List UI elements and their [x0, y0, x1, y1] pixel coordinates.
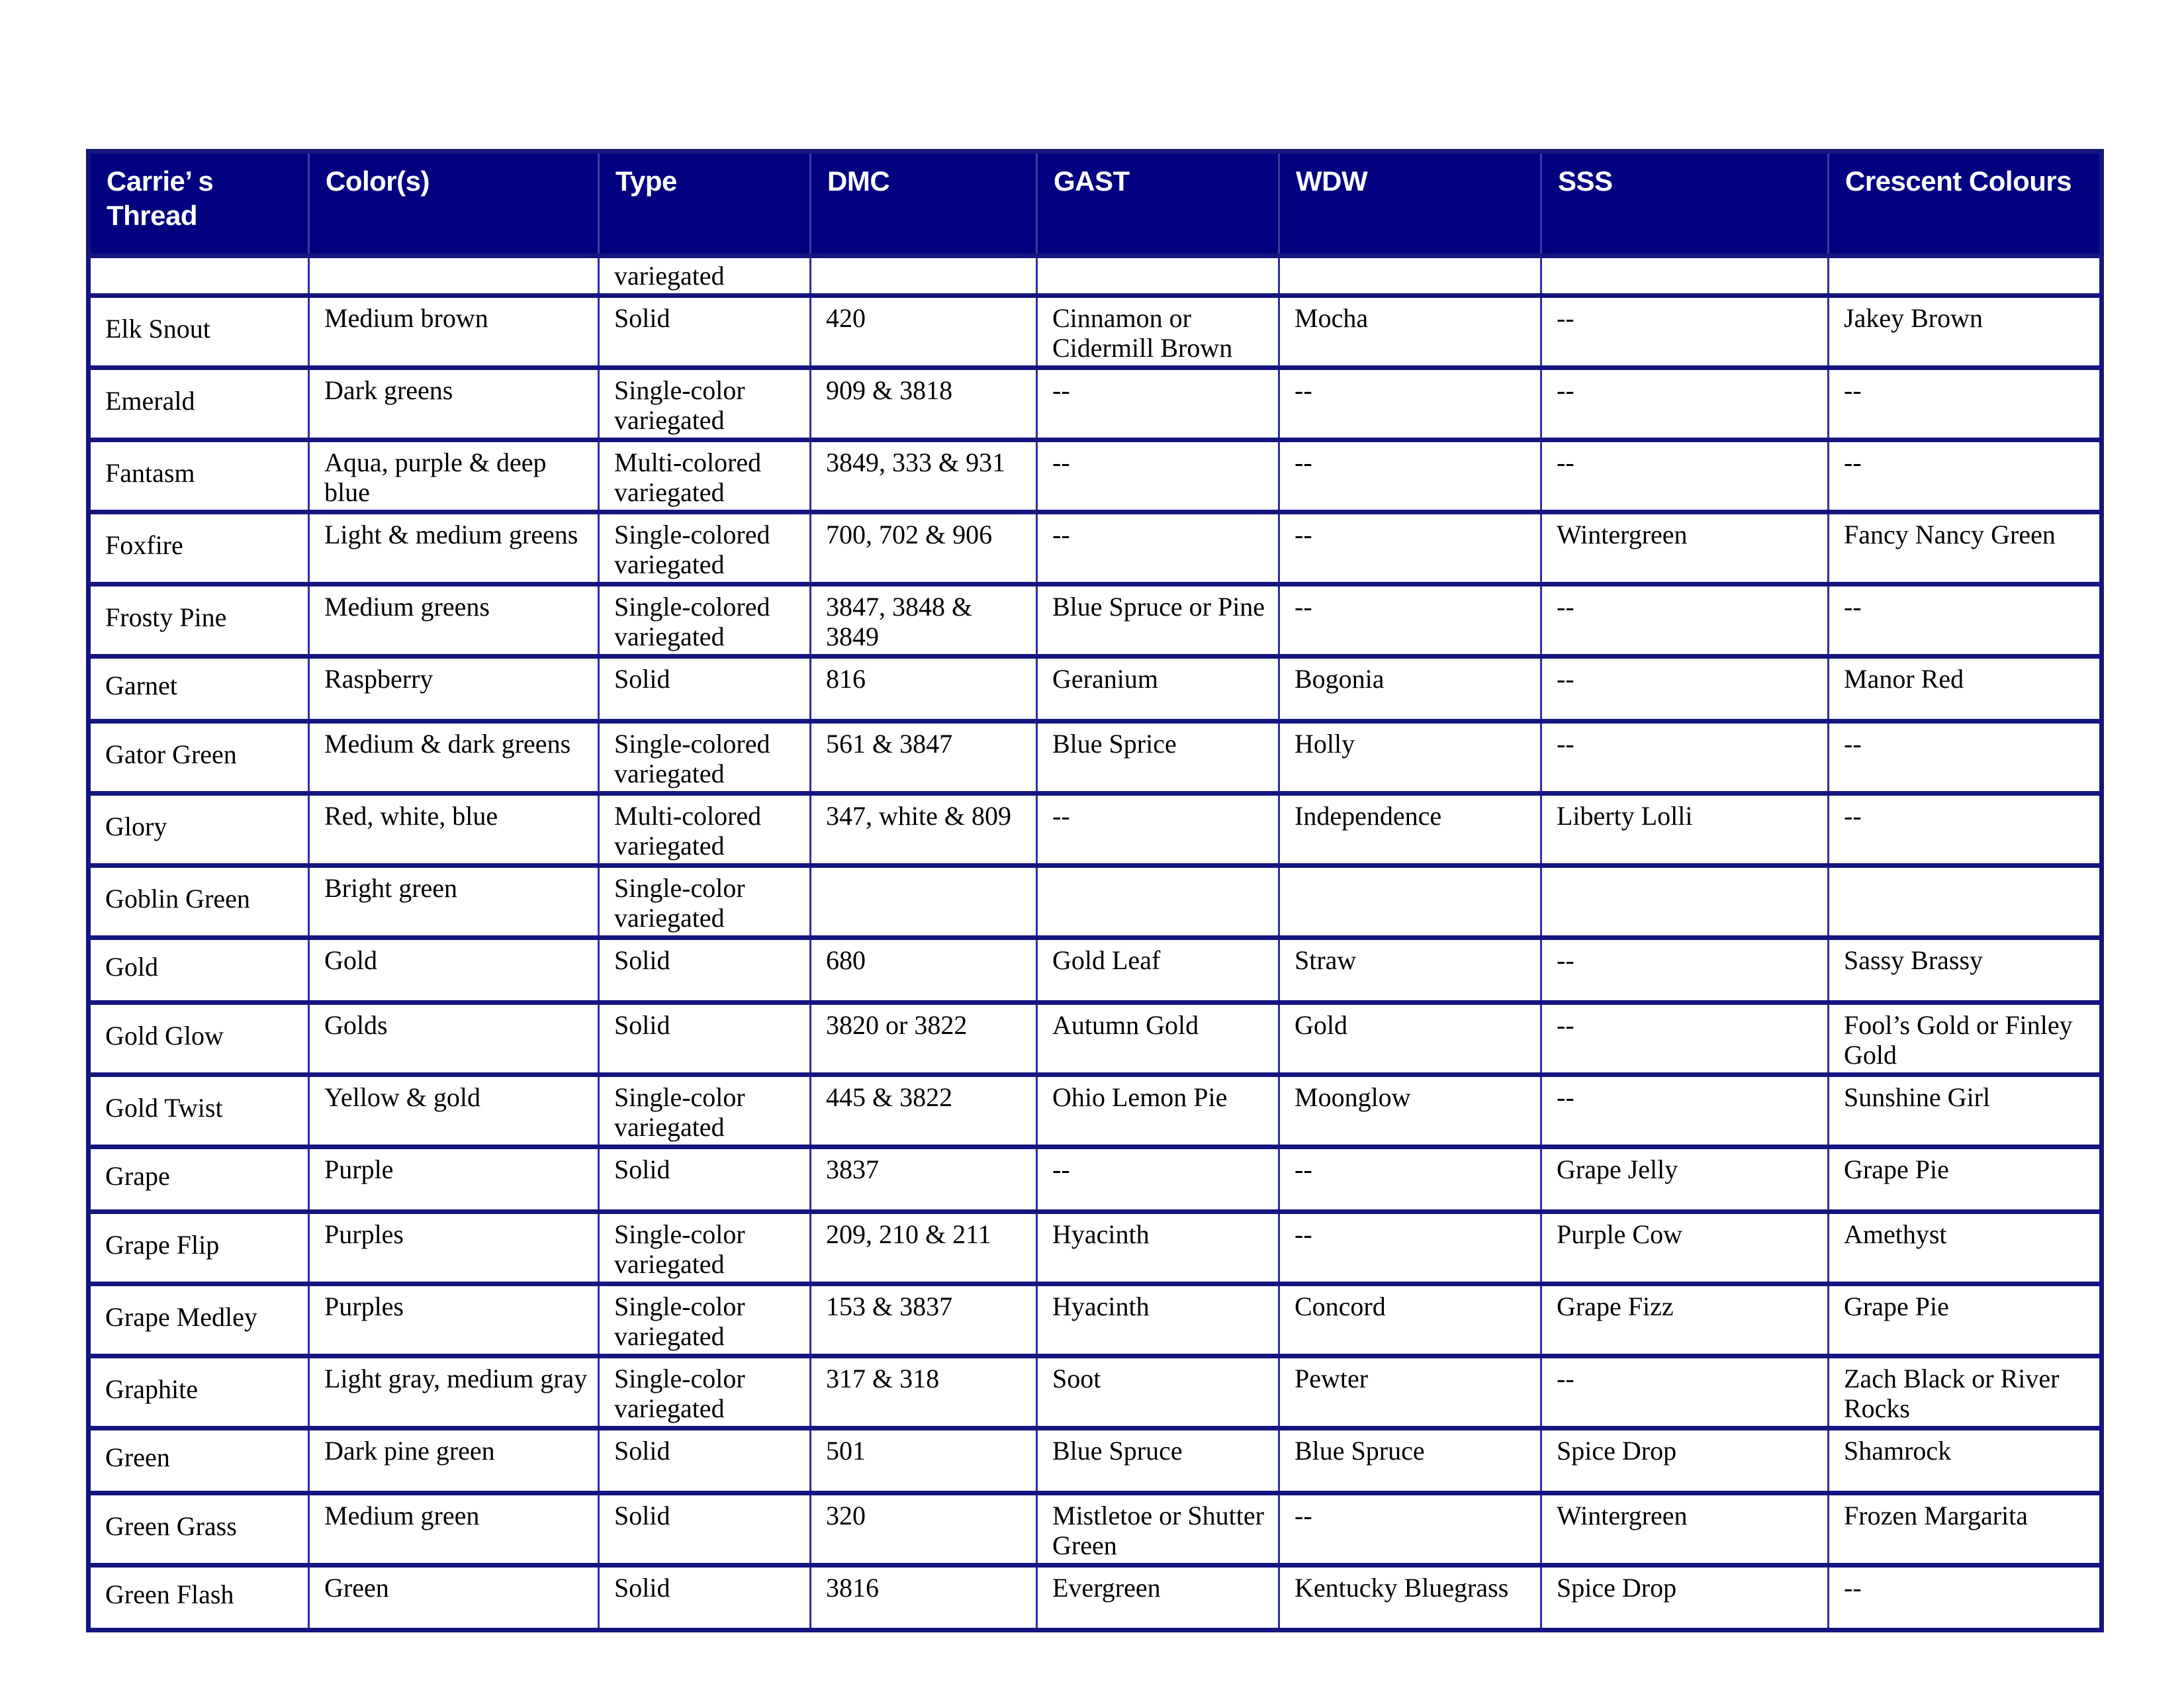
cell-dmc: 680	[811, 938, 1037, 1003]
table-row	[89, 866, 2102, 938]
cell-colors: Dark greens	[309, 368, 599, 440]
cell-dmc: 3847, 3848 & 3849	[811, 585, 1037, 657]
cell-thread: Gold Glow	[89, 1003, 309, 1075]
cell-crescent: Fancy Nancy Green	[1829, 512, 2102, 585]
cell-gast: --	[1037, 440, 1279, 512]
cell-gast	[1037, 866, 1279, 938]
cell-crescent	[1829, 256, 2102, 296]
cell-thread: Emerald	[89, 368, 309, 440]
cell-crescent: Sunshine Girl	[1829, 1075, 2102, 1147]
cell-gast: Ohio Lemon Pie	[1037, 1075, 1279, 1147]
table-row	[89, 1284, 2102, 1356]
cell-dmc: 320	[811, 1493, 1037, 1566]
cell-colors: Light & medium greens	[309, 512, 599, 585]
cell-type: Solid	[599, 1429, 811, 1493]
table-row	[89, 657, 2102, 722]
cell-type: Solid	[599, 1566, 811, 1630]
cell-wdw: Bogonia	[1279, 657, 1541, 722]
cell-thread: Graphite	[89, 1356, 309, 1429]
cell-type: Single-color variegated	[599, 866, 811, 938]
cell-crescent: --	[1829, 1566, 2102, 1630]
document-page	[86, 149, 2104, 1632]
cell-sss: --	[1541, 368, 1829, 440]
cell-type: Solid	[599, 1493, 811, 1566]
cell-gast: Blue Sprice	[1037, 722, 1279, 794]
table-row	[89, 296, 2102, 368]
cell-sss: Grape Jelly	[1541, 1147, 1829, 1212]
cell-wdw	[1279, 866, 1541, 938]
column-header-gast: GAST	[1037, 152, 1279, 256]
cell-thread: Green Grass	[89, 1493, 309, 1566]
cell-crescent: Shamrock	[1829, 1429, 2102, 1493]
cell-dmc: 445 & 3822	[811, 1075, 1037, 1147]
cell-crescent: Fool’s Gold or Finley Gold	[1829, 1003, 2102, 1075]
cell-type: Solid	[599, 657, 811, 722]
cell-colors: Purples	[309, 1212, 599, 1284]
cell-gast: Mistletoe or Shutter Green	[1037, 1493, 1279, 1566]
cell-colors: Medium green	[309, 1493, 599, 1566]
cell-dmc: 3837	[811, 1147, 1037, 1212]
cell-gast: Soot	[1037, 1356, 1279, 1429]
cell-thread: Fantasm	[89, 440, 309, 512]
cell-gast	[1037, 256, 1279, 296]
cell-gast: --	[1037, 794, 1279, 866]
cell-type: Single-colored variegated	[599, 585, 811, 657]
cell-wdw: --	[1279, 368, 1541, 440]
cell-sss: Spice Drop	[1541, 1429, 1829, 1493]
cell-colors: Golds	[309, 1003, 599, 1075]
cell-type: Single-color variegated	[599, 368, 811, 440]
cell-crescent: Amethyst	[1829, 1212, 2102, 1284]
cell-dmc: 3849, 333 & 931	[811, 440, 1037, 512]
cell-wdw: --	[1279, 512, 1541, 585]
cell-wdw: --	[1279, 1493, 1541, 1566]
cell-dmc: 209, 210 & 211	[811, 1212, 1037, 1284]
cell-gast: Cinnamon or Cidermill Brown	[1037, 296, 1279, 368]
cell-sss: --	[1541, 1356, 1829, 1429]
cell-wdw: Independence	[1279, 794, 1541, 866]
cell-type: Single-color variegated	[599, 1284, 811, 1356]
cell-dmc: 501	[811, 1429, 1037, 1493]
cell-crescent: --	[1829, 722, 2102, 794]
cell-colors: Aqua, purple & deep blue	[309, 440, 599, 512]
cell-thread: Foxfire	[89, 512, 309, 585]
cell-thread: Gator Green	[89, 722, 309, 794]
table-row	[89, 1566, 2102, 1630]
table-row	[89, 1147, 2102, 1212]
cell-gast: Evergreen	[1037, 1566, 1279, 1630]
cell-colors: Red, white, blue	[309, 794, 599, 866]
cell-thread: Goblin Green	[89, 866, 309, 938]
cell-crescent: Grape Pie	[1829, 1147, 2102, 1212]
cell-thread	[89, 256, 309, 296]
table-row	[89, 1493, 2102, 1566]
cell-gast: Blue Spruce or Pine	[1037, 585, 1279, 657]
cell-sss: Purple Cow	[1541, 1212, 1829, 1284]
cell-type: Solid	[599, 1003, 811, 1075]
cell-crescent: Grape Pie	[1829, 1284, 2102, 1356]
table-row	[89, 1356, 2102, 1429]
column-header-crescent: Crescent Colours	[1829, 152, 2102, 256]
cell-crescent: --	[1829, 794, 2102, 866]
cell-gast: Hyacinth	[1037, 1284, 1279, 1356]
column-header-dmc: DMC	[811, 152, 1037, 256]
cell-colors: Bright green	[309, 866, 599, 938]
cell-dmc: 317 & 318	[811, 1356, 1037, 1429]
cell-dmc: 3816	[811, 1566, 1037, 1630]
cell-gast: Geranium	[1037, 657, 1279, 722]
cell-crescent: Sassy Brassy	[1829, 938, 2102, 1003]
cell-sss	[1541, 256, 1829, 296]
table-row	[89, 512, 2102, 585]
cell-gast: --	[1037, 512, 1279, 585]
cell-sss: Wintergreen	[1541, 1493, 1829, 1566]
partial-carryover-row	[89, 256, 2102, 296]
table-row	[89, 938, 2102, 1003]
cell-thread: Grape	[89, 1147, 309, 1212]
cell-dmc: 909 & 3818	[811, 368, 1037, 440]
cell-dmc: 153 & 3837	[811, 1284, 1037, 1356]
table-row	[89, 1075, 2102, 1147]
table-row	[89, 794, 2102, 866]
cell-wdw: Gold	[1279, 1003, 1541, 1075]
cell-gast: Hyacinth	[1037, 1212, 1279, 1284]
cell-gast: --	[1037, 1147, 1279, 1212]
cell-colors: Purples	[309, 1284, 599, 1356]
cell-crescent: --	[1829, 440, 2102, 512]
column-header-thread: Carrie’ s Thread	[89, 152, 309, 256]
cell-colors: Gold	[309, 938, 599, 1003]
column-header-sss: SSS	[1541, 152, 1829, 256]
cell-colors: Green	[309, 1566, 599, 1630]
cell-type: Single-colored variegated	[599, 722, 811, 794]
table-row	[89, 368, 2102, 440]
cell-sss: --	[1541, 585, 1829, 657]
table-row	[89, 440, 2102, 512]
cell-thread: Frosty Pine	[89, 585, 309, 657]
cell-type: Multi-colored variegated	[599, 440, 811, 512]
cell-dmc	[811, 256, 1037, 296]
cell-colors: Purple	[309, 1147, 599, 1212]
thread-conversion-table	[86, 149, 2104, 1632]
cell-gast: Gold Leaf	[1037, 938, 1279, 1003]
cell-wdw: Mocha	[1279, 296, 1541, 368]
cell-dmc	[811, 866, 1037, 938]
cell-colors: Dark pine green	[309, 1429, 599, 1493]
cell-dmc: 561 & 3847	[811, 722, 1037, 794]
cell-dmc: 700, 702 & 906	[811, 512, 1037, 585]
cell-gast: --	[1037, 368, 1279, 440]
cell-sss: --	[1541, 1003, 1829, 1075]
cell-sss: --	[1541, 296, 1829, 368]
cell-wdw: Moonglow	[1279, 1075, 1541, 1147]
cell-colors: Medium brown	[309, 296, 599, 368]
cell-sss: --	[1541, 440, 1829, 512]
table-row	[89, 722, 2102, 794]
cell-dmc: 347, white & 809	[811, 794, 1037, 866]
cell-wdw: Pewter	[1279, 1356, 1541, 1429]
cell-type: variegated	[599, 256, 811, 296]
cell-wdw: Concord	[1279, 1284, 1541, 1356]
cell-type: Single-colored variegated	[599, 512, 811, 585]
cell-sss: --	[1541, 722, 1829, 794]
cell-thread: Gold Twist	[89, 1075, 309, 1147]
cell-gast: Autumn Gold	[1037, 1003, 1279, 1075]
cell-thread: Green Flash	[89, 1566, 309, 1630]
cell-crescent	[1829, 866, 2102, 938]
cell-sss: --	[1541, 1075, 1829, 1147]
cell-wdw: Kentucky Bluegrass	[1279, 1566, 1541, 1630]
table-row	[89, 585, 2102, 657]
cell-wdw: Straw	[1279, 938, 1541, 1003]
cell-crescent: --	[1829, 585, 2102, 657]
cell-wdw: --	[1279, 1212, 1541, 1284]
cell-type: Single-color variegated	[599, 1356, 811, 1429]
cell-colors: Yellow & gold	[309, 1075, 599, 1147]
cell-gast: Blue Spruce	[1037, 1429, 1279, 1493]
cell-wdw: --	[1279, 440, 1541, 512]
cell-wdw	[1279, 256, 1541, 296]
cell-wdw: --	[1279, 1147, 1541, 1212]
table-row	[89, 1212, 2102, 1284]
cell-wdw: Holly	[1279, 722, 1541, 794]
cell-thread: Glory	[89, 794, 309, 866]
cell-sss	[1541, 866, 1829, 938]
cell-colors: Raspberry	[309, 657, 599, 722]
column-header-colors: Color(s)	[309, 152, 599, 256]
cell-wdw: --	[1279, 585, 1541, 657]
cell-type: Solid	[599, 1147, 811, 1212]
cell-colors: Medium & dark greens	[309, 722, 599, 794]
table-row	[89, 1429, 2102, 1493]
cell-type: Single-color variegated	[599, 1075, 811, 1147]
cell-sss: --	[1541, 657, 1829, 722]
cell-sss: Liberty Lolli	[1541, 794, 1829, 866]
cell-thread: Garnet	[89, 657, 309, 722]
cell-crescent: Frozen Margarita	[1829, 1493, 2102, 1566]
cell-sss: Grape Fizz	[1541, 1284, 1829, 1356]
cell-colors: Light gray, medium gray	[309, 1356, 599, 1429]
cell-thread: Grape Flip	[89, 1212, 309, 1284]
cell-crescent: Manor Red	[1829, 657, 2102, 722]
cell-sss: --	[1541, 938, 1829, 1003]
column-header-type: Type	[599, 152, 811, 256]
cell-crescent: --	[1829, 368, 2102, 440]
cell-type: Solid	[599, 296, 811, 368]
cell-sss: Spice Drop	[1541, 1566, 1829, 1630]
cell-thread: Green	[89, 1429, 309, 1493]
cell-dmc: 420	[811, 296, 1037, 368]
cell-type: Single-color variegated	[599, 1212, 811, 1284]
cell-crescent: Jakey Brown	[1829, 296, 2102, 368]
cell-sss: Wintergreen	[1541, 512, 1829, 585]
cell-dmc: 816	[811, 657, 1037, 722]
cell-crescent: Zach Black or River Rocks	[1829, 1356, 2102, 1429]
table-row	[89, 1003, 2102, 1075]
cell-thread: Grape Medley	[89, 1284, 309, 1356]
table-header-row	[89, 152, 2102, 256]
cell-type: Solid	[599, 938, 811, 1003]
cell-colors: Medium greens	[309, 585, 599, 657]
cell-dmc: 3820 or 3822	[811, 1003, 1037, 1075]
cell-colors	[309, 256, 599, 296]
cell-thread: Gold	[89, 938, 309, 1003]
cell-type: Multi-colored variegated	[599, 794, 811, 866]
column-header-wdw: WDW	[1279, 152, 1541, 256]
cell-wdw: Blue Spruce	[1279, 1429, 1541, 1493]
cell-thread: Elk Snout	[89, 296, 309, 368]
